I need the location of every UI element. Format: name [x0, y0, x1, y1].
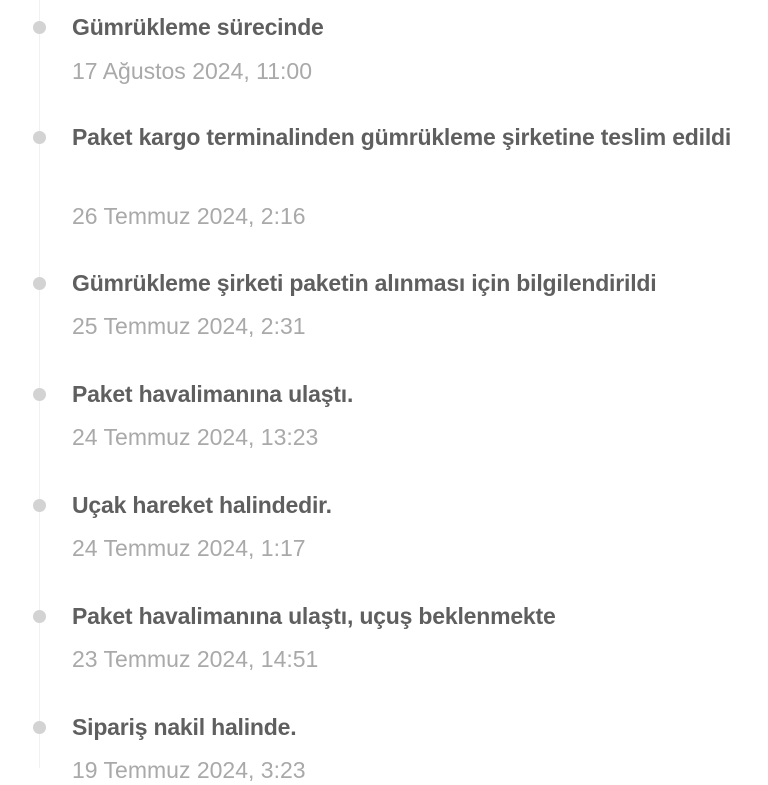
event-title: Uçak hareket halindedir.	[72, 492, 332, 518]
timeline-dot-icon	[33, 277, 46, 290]
event-title: Paket havalimanına ulaştı, uçuş beklenmekte	[72, 603, 556, 629]
timeline-dot-icon	[33, 21, 46, 34]
event-title: Sipariş nakil halinde.	[72, 714, 297, 740]
event-title: Gümrükleme sürecinde	[72, 14, 324, 40]
event-title: Paket havalimanına ulaştı.	[72, 381, 354, 407]
timeline-dot-icon	[33, 388, 46, 401]
event-timestamp: 17 Ağustos 2024, 11:00	[72, 58, 312, 84]
timeline-dot-icon	[33, 721, 46, 734]
event-timestamp: 26 Temmuz 2024, 2:16	[72, 203, 306, 229]
timeline-line	[39, 0, 40, 768]
timeline-dot-icon	[33, 499, 46, 512]
event-timestamp: 25 Temmuz 2024, 2:31	[72, 313, 306, 339]
event-timestamp: 19 Temmuz 2024, 3:23	[72, 757, 306, 783]
event-timestamp: 24 Temmuz 2024, 13:23	[72, 424, 319, 450]
timeline-dot-icon	[33, 610, 46, 623]
timeline-dot-icon	[33, 131, 46, 144]
event-timestamp: 24 Temmuz 2024, 1:17	[72, 535, 306, 561]
event-title: Paket kargo terminalinden gümrükleme şirketine teslim edildi	[72, 124, 732, 150]
event-title: Gümrükleme şirketi paketin alınması için bilgilendirildi	[72, 270, 657, 296]
event-timestamp: 23 Temmuz 2024, 14:51	[72, 646, 319, 672]
